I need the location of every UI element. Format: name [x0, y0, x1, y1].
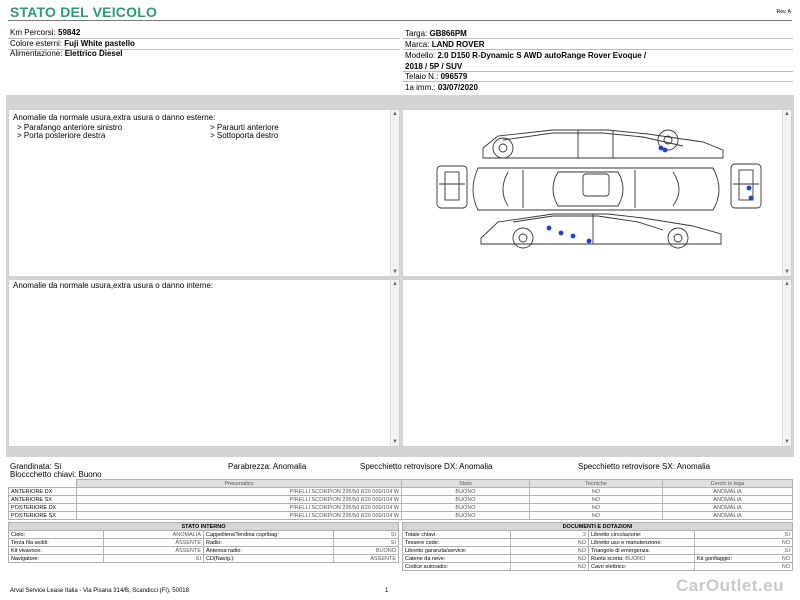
tyre-model: PIRELLI SCORPION 235/50 R20 000/104 W — [77, 504, 402, 512]
table-row — [9, 547, 399, 555]
stato-interno-title: STATO INTERNO — [9, 523, 399, 531]
km-label: Km Percorsi: — [10, 28, 56, 37]
kit-gonfiaggio-value: NO — [781, 555, 790, 562]
external-item: > Sottoporta destro — [210, 131, 279, 140]
damage-dot — [747, 186, 752, 191]
scroll-up-icon[interactable]: ▲ — [784, 111, 790, 117]
external-item: > Paraurti anteriore — [210, 123, 279, 132]
damage-dot — [663, 148, 668, 153]
external-anomalies-panel — [8, 109, 400, 277]
telaio-row — [405, 72, 467, 81]
telaio-label: Telaio N.: — [405, 72, 439, 81]
documenti-value: NO — [511, 547, 589, 555]
ruota-scorta-label: Ruota scorta: — [591, 555, 624, 562]
documenti-value: NO — [695, 563, 793, 571]
interno-value: SI — [334, 539, 399, 547]
table-row — [403, 539, 793, 547]
table-row — [9, 555, 399, 563]
damage-markers — [547, 146, 754, 244]
scroll-down-icon[interactable]: ▼ — [392, 269, 398, 275]
documenti-label: Cavo elettrico: — [589, 563, 695, 571]
tyres-table — [8, 479, 793, 520]
internal-diagram-scrollbar[interactable] — [782, 280, 791, 446]
interno-label: Cielo: — [9, 531, 104, 539]
targa-value: GB866PM — [429, 29, 467, 38]
marca-row — [405, 40, 485, 49]
modello-row — [405, 51, 646, 60]
documenti-label: Triangolo di emergenza: — [589, 547, 695, 555]
tyre-position: ANTERIORE DX — [9, 488, 77, 496]
stato-header: Stato — [402, 480, 530, 488]
header-divider — [8, 20, 792, 21]
documenti-value: NO — [511, 539, 589, 547]
wheel-icon — [668, 228, 688, 248]
imm-label: 1a imm.: — [405, 83, 436, 92]
km-value: 59842 — [58, 28, 81, 37]
tyre-model: PIRELLI SCORPION 235/50 R20 000/104 W — [77, 496, 402, 504]
revision-label: Rev. A — [776, 9, 791, 15]
tyre-cerchi: ANOMALIA — [663, 504, 793, 512]
watermark-logo: CarOutlet.eu — [676, 576, 785, 595]
stato-interno-table — [8, 522, 399, 563]
internal-scrollbar[interactable] — [390, 280, 399, 446]
external-scrollbar[interactable] — [390, 110, 399, 276]
tyre-tecniche: NO — [530, 496, 663, 504]
scroll-up-icon[interactable]: ▲ — [392, 111, 398, 117]
marca-label: Marca: — [405, 40, 430, 49]
external-heading: Anomalie da normale usura,extra usura o danno esterne: — [13, 113, 216, 122]
table-row — [9, 504, 793, 512]
interno-label: Cappelliera/Tendina copribag: — [204, 531, 334, 539]
info-divider — [403, 49, 793, 50]
interno-label: Radio: — [204, 539, 334, 547]
immatricolazione-row — [405, 83, 478, 92]
internal-anomalies-panel — [8, 279, 400, 447]
interno-label: CD(Navig.): — [204, 555, 334, 563]
documenti-label: Libretto garanzia/service: — [403, 547, 511, 555]
documenti-label: Tessere code: — [403, 539, 511, 547]
cerchi-header: Cerchi in lega — [663, 480, 793, 488]
documenti-label-pair — [589, 555, 695, 563]
scroll-up-icon[interactable]: ▲ — [392, 281, 398, 287]
kit-gonfiaggio-label: Kit gonfiaggio: — [697, 555, 732, 562]
colore-label: Colore esterni: — [10, 39, 63, 48]
tyre-header: Pneumatico — [77, 480, 402, 488]
tyre-model: PIRELLI SCORPION 235/50 R20 000/104 W — [77, 488, 402, 496]
car-diagram-panel — [402, 109, 792, 277]
scroll-down-icon[interactable]: ▼ — [784, 439, 790, 445]
scroll-up-icon[interactable]: ▲ — [784, 281, 790, 287]
interno-value: SI — [334, 531, 399, 539]
colore-value: Fuji White pastello — [64, 39, 135, 48]
documenti-value: 2 — [511, 531, 589, 539]
tyre-tecniche: NO — [530, 512, 663, 520]
external-item: > Porta posteriore destra — [17, 131, 106, 140]
interno-label: Antenna radio: — [204, 547, 334, 555]
documenti-value: NO — [511, 563, 589, 571]
page-title: STATO DEL VEICOLO — [10, 4, 158, 20]
tyre-cerchi: ANOMALIA — [663, 496, 793, 504]
scroll-down-icon[interactable]: ▼ — [392, 439, 398, 445]
grandinata-text: Grandinata: Si — [10, 462, 62, 471]
alimentazione-label: Alimentazione: — [10, 49, 63, 58]
tyre-model: PIRELLI SCORPION 235/50 R20 000/104 W — [77, 512, 402, 520]
car-rear-view — [731, 164, 761, 208]
car-side-outline — [481, 214, 721, 244]
colore-row — [10, 39, 135, 48]
section-band — [6, 95, 794, 107]
damage-dot — [587, 239, 592, 244]
specchietto-sx-text: Specchietto retrovisore SX: Anomalia — [578, 462, 711, 471]
tyre-position: ANTERIORE SX — [9, 496, 77, 504]
targa-label: Targa: — [405, 29, 428, 38]
interno-label: Kit vivavoce: — [9, 547, 104, 555]
documenti-value: NO — [695, 539, 793, 547]
car-damage-diagram — [403, 110, 791, 276]
interno-value: SI — [104, 555, 204, 563]
table-row — [403, 563, 793, 571]
table-row — [9, 512, 793, 520]
tyre-position: POSTERIORE DX — [9, 504, 77, 512]
documenti-value: SI — [695, 547, 793, 555]
modello-label: Modello: — [405, 51, 436, 60]
tyre-cerchi: ANOMALIA — [663, 488, 793, 496]
wheel-icon — [493, 138, 513, 158]
imm-value: 03/07/2020 — [437, 83, 478, 92]
telaio-value: 096579 — [440, 72, 468, 81]
documenti-title: DOCUMENTI E DOTAZIONI — [403, 523, 793, 531]
km-row — [10, 28, 80, 37]
external-item: > Parafango anteriore sinistro — [17, 123, 123, 132]
tyre-cerchi: ANOMALIA — [663, 512, 793, 520]
tyre-stato: BUONO — [402, 512, 530, 520]
diagram-scrollbar[interactable] — [782, 110, 791, 276]
alimentazione-value: Elettrico Diesel — [64, 49, 123, 58]
interno-value: ASSENTE — [104, 539, 204, 547]
footer-page-number: 1 — [385, 588, 389, 594]
interno-value: ASSENTE — [334, 555, 399, 563]
table-row — [9, 531, 399, 539]
damage-dot — [547, 226, 552, 231]
table-row — [403, 531, 793, 539]
footer-address: Arval Service Lease Italia - Via Pisana 314/B, Scandicci (FI), 50018 — [10, 588, 189, 594]
documenti-label: Totale chiavi: — [403, 531, 511, 539]
table-row — [9, 488, 793, 496]
table-row — [9, 496, 793, 504]
external-list — [17, 124, 347, 140]
tyre-tecniche: NO — [530, 488, 663, 496]
marca-value: LAND ROVER — [431, 40, 485, 49]
specchietto-dx-text: Specchietto retrovisore DX: Anomalia — [360, 462, 493, 471]
damage-dot — [571, 234, 576, 239]
interno-value: BUONO — [334, 547, 399, 555]
ruota-scorta-value: BUONO — [625, 555, 646, 562]
tyre-tecniche: NO — [530, 504, 663, 512]
table-row — [9, 539, 399, 547]
table-row — [403, 547, 793, 555]
internal-heading: Anomalie da normale usura,extra usura o danno interne: — [13, 281, 214, 290]
interno-label: Navigatore: — [9, 555, 104, 563]
tyre-stato: BUONO — [402, 496, 530, 504]
interno-label: Terza fila sedili: — [9, 539, 104, 547]
info-divider — [403, 81, 793, 82]
documenti-label-pair — [695, 555, 793, 563]
damage-dot — [559, 231, 564, 236]
damage-dot — [749, 196, 754, 201]
interno-value: ANOMALIA — [104, 531, 204, 539]
internal-diagram-panel — [402, 279, 792, 447]
documenti-label: Libretto circolazione: — [589, 531, 695, 539]
tyre-stato: BUONO — [402, 504, 530, 512]
alimentazione-row — [10, 49, 123, 58]
tyre-position: POSTERIORE SX — [9, 512, 77, 520]
car-top-outline — [483, 130, 723, 158]
targa-row — [405, 29, 467, 38]
blocchetto-text: Bloccchetto chiavi: Buono — [10, 470, 102, 479]
tecniche-header: Tecniche — [530, 480, 663, 488]
documenti-value: SI — [695, 531, 793, 539]
documenti-label: Catene da neve: — [403, 555, 511, 563]
tyre-stato: BUONO — [402, 488, 530, 496]
modello-value-1: 2.0 D150 R-Dynamic S AWD autoRange Rover Evoque / — [437, 51, 647, 60]
parabrezza-text: Parabrezza: Anomalia — [228, 462, 307, 471]
interno-value: ASSENTE — [104, 547, 204, 555]
documenti-label: Libretto uso e manutenzione: — [589, 539, 695, 547]
documenti-table — [402, 522, 793, 571]
modello-value-2: 2018 / 5P / SUV — [405, 62, 463, 71]
documenti-value: NO — [511, 555, 589, 563]
info-divider — [403, 38, 793, 39]
wheel-icon — [513, 228, 533, 248]
documenti-label: Codice autoradio: — [403, 563, 511, 571]
scroll-down-icon[interactable]: ▼ — [784, 269, 790, 275]
table-row — [403, 555, 793, 563]
